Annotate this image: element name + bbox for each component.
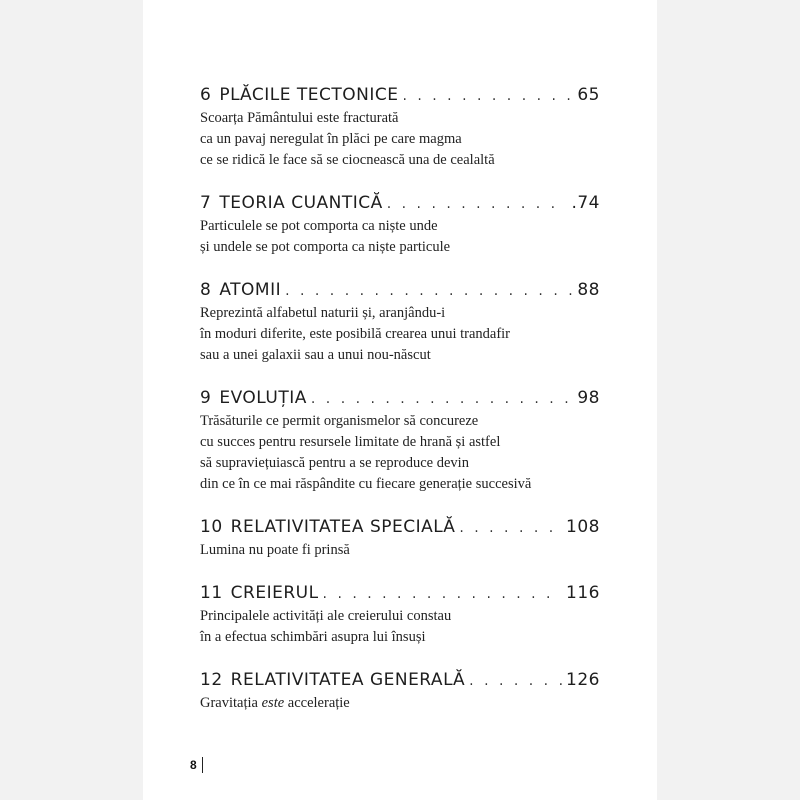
chapter-summary: [200, 411, 600, 495]
summary-line: cu succes pentru resursele limitate de hrană și astfel: [200, 434, 501, 450]
summary-line: Particulele se pot comporta ca niște unde: [200, 218, 438, 234]
leader-dots: [323, 582, 563, 606]
chapter-title: TEORIA CUANTICĂ: [219, 193, 383, 213]
chapter-heading: [200, 515, 600, 540]
page-number: 8: [190, 757, 203, 773]
leader-dots: [469, 669, 562, 693]
chapter-title: CREIERUL: [230, 583, 319, 603]
summary-line: Trăsăturile ce permit organismelor să concureze: [200, 413, 479, 429]
summary-text-tail: accelerație: [284, 695, 350, 711]
leader-dots: [387, 192, 568, 216]
toc-entry-6: [200, 83, 600, 171]
chapter-number: 8: [200, 280, 212, 300]
toc-entry-12: [200, 668, 600, 714]
chapter-summary: [200, 693, 600, 714]
table-of-contents: [200, 83, 600, 714]
chapter-summary: [200, 303, 600, 366]
chapter-title: RELATIVITATEA SPECIALĂ: [230, 517, 456, 537]
chapter-summary: [200, 216, 600, 258]
summary-italic-text: este: [261, 695, 285, 711]
summary-line: din ce în ce mai răspândite cu fiecare generație succesivă: [200, 476, 532, 492]
chapter-heading: [200, 83, 600, 108]
chapter-heading: [200, 581, 600, 606]
chapter-page-number: 98: [577, 388, 600, 408]
summary-line: sau a unei galaxii sau a unui nou-născut: [200, 347, 431, 363]
leader-dots: [459, 516, 562, 540]
toc-entry-10: [200, 515, 600, 561]
chapter-summary: [200, 540, 600, 561]
chapter-title: PLĂCILE TECTONICE: [219, 85, 399, 105]
summary-line: Reprezintă alfabetul naturii și, aranjându-i: [200, 305, 446, 321]
chapter-title: RELATIVITATEA GENERALĂ: [230, 670, 466, 690]
book-page: [143, 0, 657, 800]
summary-line: Lumina nu poate fi prinsă: [200, 542, 350, 558]
chapter-page-number: 108: [566, 517, 600, 537]
chapter-number: 6: [200, 85, 212, 105]
leader-dots: [402, 84, 573, 108]
chapter-heading: [200, 386, 600, 411]
toc-entry-11: [200, 581, 600, 648]
chapter-summary: [200, 606, 600, 648]
chapter-number: 9: [200, 388, 212, 408]
chapter-page-number: 65: [577, 85, 600, 105]
summary-text: Gravitația: [200, 695, 262, 711]
summary-line: ce se ridică le face să se ciocnească una de cealaltă: [200, 152, 495, 168]
chapter-number: 10: [200, 517, 223, 537]
chapter-number: 11: [200, 583, 223, 603]
chapter-title: EVOLUȚIA: [219, 388, 307, 408]
chapter-page-number: 88: [577, 280, 600, 300]
chapter-summary: [200, 108, 600, 171]
summary-line: Scoarța Pământului este fracturată: [200, 110, 399, 126]
summary-line: [200, 693, 600, 714]
leader-dots: [311, 387, 573, 411]
toc-entry-9: [200, 386, 600, 495]
toc-entry-7: [200, 191, 600, 258]
chapter-page-number: .74: [571, 193, 600, 213]
chapter-heading: [200, 668, 600, 693]
toc-entry-8: [200, 278, 600, 366]
chapter-number: 7: [200, 193, 212, 213]
summary-line: Principalele activități ale creierului constau: [200, 608, 452, 624]
summary-line: și undele se pot comporta ca niște particule: [200, 239, 451, 255]
chapter-page-number: 126: [566, 670, 600, 690]
leader-dots: [285, 279, 573, 303]
summary-line: în moduri diferite, este posibilă crearea unui trandafir: [200, 326, 511, 342]
chapter-heading: [200, 191, 600, 216]
summary-line: în a efectua schimbări asupra lui însuși: [200, 629, 426, 645]
chapter-number: 12: [200, 670, 223, 690]
summary-line: să supraviețuiască pentru a se reproduce devin: [200, 455, 469, 471]
chapter-title: ATOMII: [219, 280, 282, 300]
chapter-heading: [200, 278, 600, 303]
summary-line: ca un pavaj neregulat în plăci pe care magma: [200, 131, 462, 147]
chapter-page-number: 116: [566, 583, 600, 603]
